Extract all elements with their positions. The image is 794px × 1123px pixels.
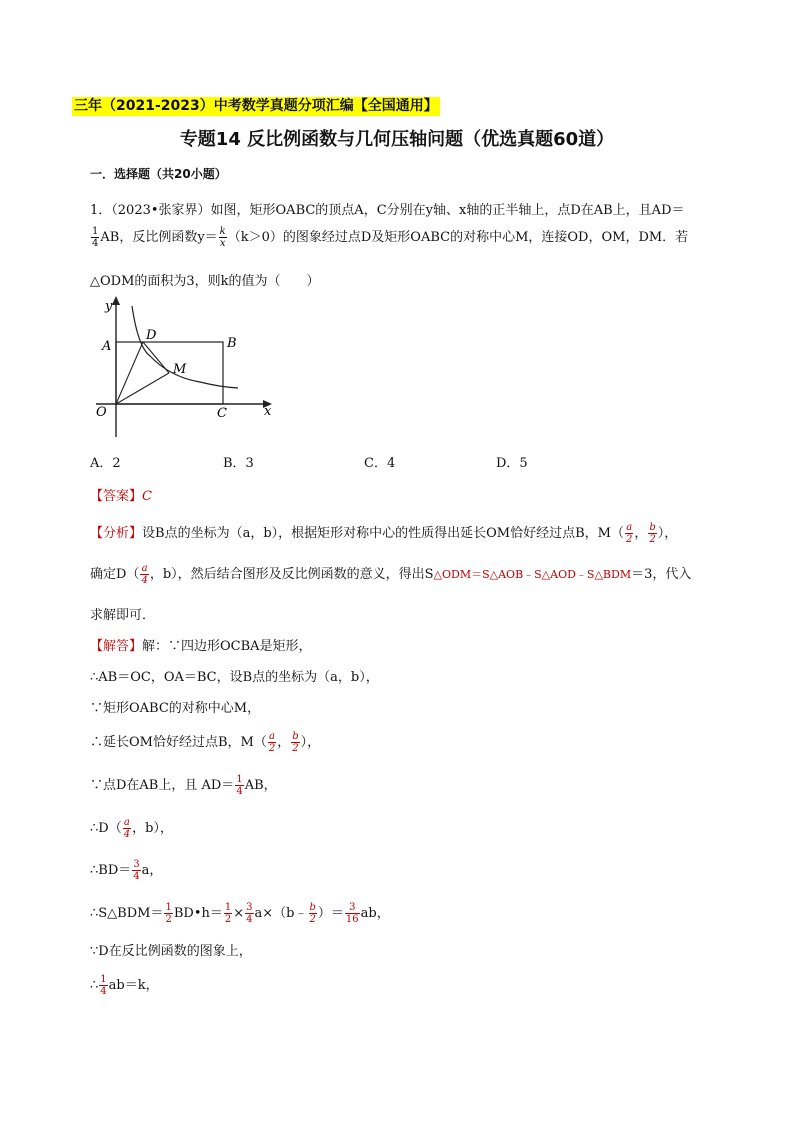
option-a: A．2 [90, 456, 121, 471]
question-line-2: $\frac{1}{4}$ AB，反比例函数y＝ $\frac{k}{x}$ （k＞0）的图象经过点D及矩形OABC的对称中心M，连接OD，OM，DM．若 [92, 226, 689, 249]
option-b: B．3 [223, 456, 254, 471]
solution-line-3: ∵矩形OABC的对称中心M， [90, 701, 261, 716]
solution-line-9: ∵D在反比例函数的图象上， [90, 944, 252, 959]
label-o: O [96, 405, 107, 420]
solution-line-7: ∴BD＝ $\frac{3}{4}$ a， [90, 859, 163, 882]
analysis-line-2: 确定D（ $\frac{a}{4}$ ，b），然后结合图形及反比例函数的意义，得出S△ODM＝S△AOB﹣S△AOD﹣S△BDM＝3，代入 [90, 563, 692, 586]
label-d: D [146, 328, 157, 343]
label-b: B [227, 336, 237, 351]
segment-om [116, 373, 169, 404]
label-c: C [217, 406, 227, 421]
analysis-line-1: 【分析】设B点的坐标为（a，b），根据矩形对称中心的性质得出延长OM恰好经过点B，M（ $\frac{a}{2}$ ， $\frac{b}{2}$ ）， [90, 522, 678, 545]
option-c: C．4 [364, 456, 396, 471]
solution-line-2: ∴AB＝OC，OA＝BC，设B点的坐标为（a，b）， [90, 670, 379, 685]
solution-line-8: ∴S△BDM＝ $\frac{1}{2}$ BD•h＝ $\frac{1}{2}$ × $\frac{3}{4}$ a×（b﹣ $\frac{b}{2}$ ）＝ $\frac{3}{16}$ ab， [90, 902, 390, 925]
solution-line-1: 【解答】解：∵四边形OCBA是矩形， [90, 639, 312, 654]
fraction-k-over-x: $\frac{k}{x}$ [219, 226, 226, 249]
solution-line-10: ∴ $\frac{1}{4}$ ab＝k， [90, 974, 159, 997]
rectangle-hyperbola-figure [90, 292, 280, 442]
analysis-line-3: 求解即可． [90, 608, 156, 623]
section-heading: 一．选择题（共20小题） [90, 167, 227, 181]
solution-line-4: ∴延长OM恰好经过点B，M（ $\frac{a}{2}$ ， $\frac{b}{2}$ ）， [90, 731, 321, 754]
collection-banner: 三年（2021-2023）中考数学真题分项汇编【全国通用】 [74, 98, 438, 114]
fraction-one-quarter: $\frac{1}{4}$ [92, 226, 99, 249]
page-title: 专题14 反比例函数与几何压轴问题（优选真题60道） [179, 129, 615, 150]
solution-line-6: ∴D（ $\frac{a}{4}$ ，b）， [90, 817, 173, 840]
segment-dm [143, 342, 169, 373]
label-y: y [105, 299, 113, 314]
label-m: M [173, 362, 187, 377]
question-line-1: 1．（2023•张家界）如图，矩形OABC的顶点A，C分别在y轴、x轴的正半轴上，点D在AB上，且AD＝ [90, 203, 685, 218]
answer-line: 【答案】C [90, 489, 152, 504]
y-axis-arrow [112, 296, 120, 305]
solution-line-5: ∵点D在AB上，且 AD＝ $\frac{1}{4}$ AB， [90, 774, 277, 797]
question-line-3: △ODM的面积为3，则k的值为（ ） [90, 274, 320, 289]
label-a: A [102, 339, 112, 354]
option-d: D．5 [496, 456, 528, 471]
label-x: x [264, 404, 272, 419]
segment-od [116, 342, 143, 404]
